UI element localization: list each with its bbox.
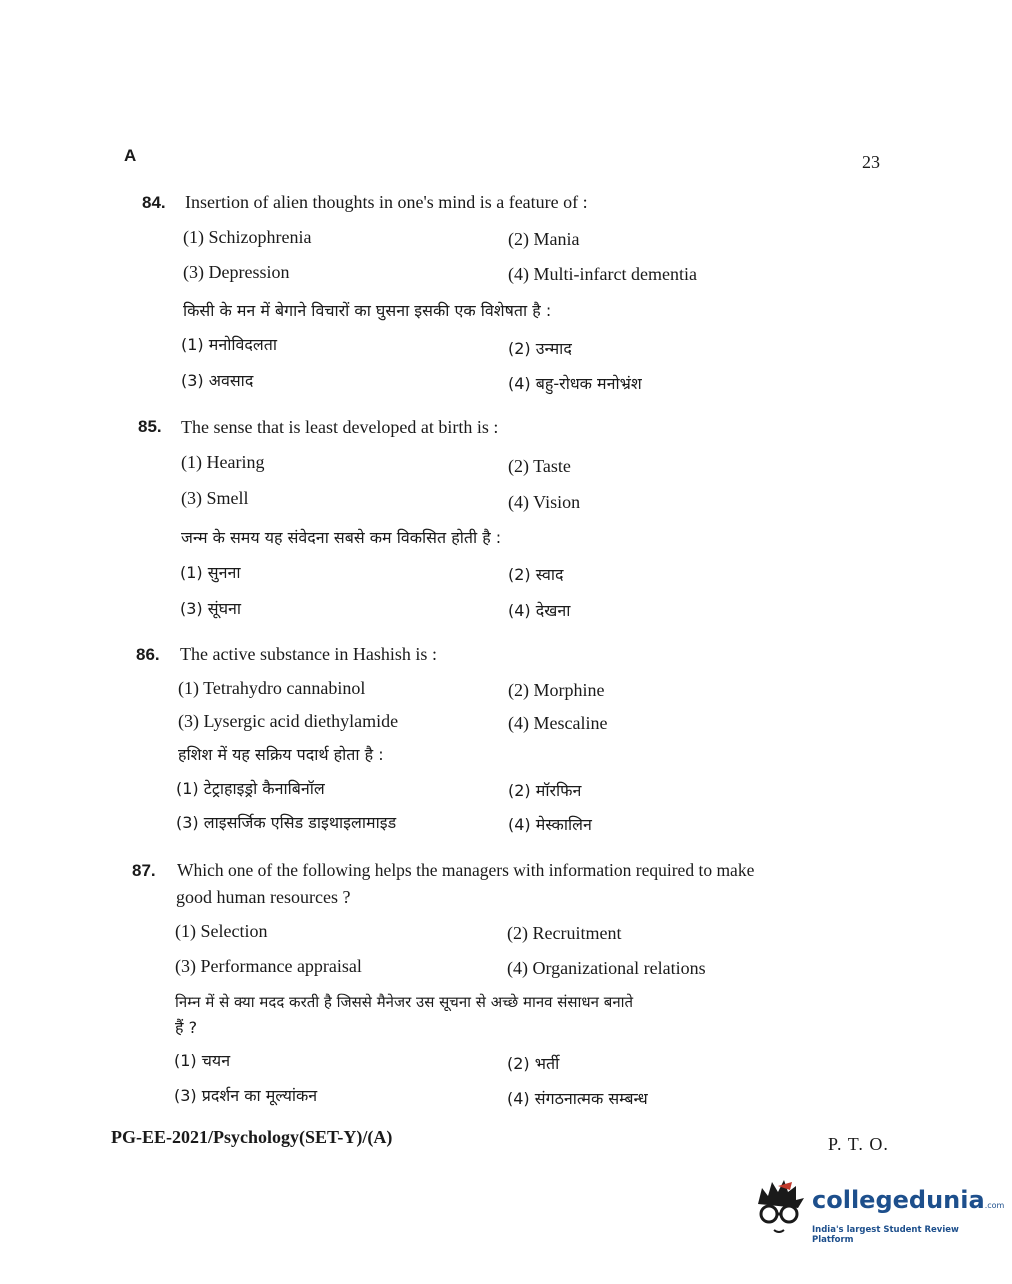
option-hi-1: (1) सुनना (180, 563, 241, 582)
option-en-1: (1) Hearing (181, 452, 265, 472)
option-en-1: (1) Schizophrenia (183, 227, 312, 247)
option-en-3: (3) Lysergic acid diethylamide (178, 711, 399, 731)
option-hi-3: (3) अवसाद (181, 371, 254, 390)
option-en-3: (3) Performance appraisal (175, 956, 362, 976)
question-text-en: Insertion of alien thoughts in one's mind is a feature of : (185, 192, 588, 212)
option-hi-1: (1) मनोविदलता (181, 335, 277, 354)
brand-name: collegedunia.com (812, 1186, 1005, 1214)
option-en-4: (4) Mescaline (508, 713, 608, 733)
set-letter: A (124, 146, 137, 165)
page-number: 23 (862, 152, 880, 172)
option-en-2: (2) Taste (508, 456, 571, 476)
option-hi-2: (2) मॉरफिन (508, 781, 582, 800)
question-number: 86. (136, 645, 160, 664)
question-number: 85. (138, 417, 162, 436)
option-en-4: (4) Vision (508, 492, 581, 512)
option-en-2: (2) Recruitment (507, 923, 622, 943)
option-hi-1: (1) चयन (174, 1051, 231, 1070)
option-hi-3: (3) सूंघना (180, 599, 242, 618)
question-text-en-line2: good human resources ? (176, 887, 351, 907)
option-hi-2: (2) स्वाद (508, 565, 564, 584)
question-text-hi-line1: निम्न में से क्या मदद करती है जिससे मैनेजर उस सूचना से अच्छे मानव संसाधन बनाते (175, 993, 634, 1011)
option-en-4: (4) Multi-infarct dementia (508, 264, 697, 284)
option-en-1: (1) Tetrahydro cannabinol (178, 678, 366, 698)
paper-code: PG-EE-2021/Psychology(SET-Y)/(A) (111, 1127, 393, 1147)
question-text-en: The active substance in Hashish is : (180, 644, 437, 664)
question-text-hi: किसी के मन में बेगाने विचारों का घुसना इसकी एक विशेषता है : (183, 301, 552, 320)
option-hi-4: (4) बहु-रोधक मनोभ्रंश (508, 374, 642, 393)
option-en-3: (3) Smell (181, 488, 249, 508)
question-text-en-line1: Which one of the following helps the managers with information required to make (177, 860, 755, 880)
question-text-en: The sense that is least developed at birth is : (181, 417, 499, 437)
mascot-icon (752, 1178, 810, 1248)
option-hi-1: (1) टेट्राहाइड्रो कैनाबिनॉल (176, 779, 325, 798)
question-text-hi: हशिश में यह सक्रिय पदार्थ होता है : (178, 745, 384, 764)
option-hi-4: (4) मेस्कालिन (508, 815, 592, 834)
option-hi-2: (2) भर्ती (507, 1054, 560, 1073)
pto-label: P. T. O. (828, 1134, 889, 1154)
option-en-3: (3) Depression (183, 262, 290, 282)
brand-tagline: India's largest Student Review Platform (812, 1225, 959, 1245)
option-hi-3: (3) लाइसर्जिक एसिड डाइथाइलामाइड (176, 813, 397, 832)
collegedunia-logo (752, 1178, 1005, 1258)
option-hi-2: (2) उन्माद (508, 339, 572, 358)
option-en-1: (1) Selection (175, 921, 268, 941)
option-en-4: (4) Organizational relations (507, 958, 706, 978)
option-hi-4: (4) देखना (508, 601, 571, 620)
question-number: 84. (142, 193, 166, 212)
option-en-2: (2) Morphine (508, 680, 605, 700)
question-text-hi: जन्म के समय यह संवेदना सबसे कम विकसित होती है : (181, 528, 502, 547)
question-number: 87. (132, 861, 156, 880)
option-en-2: (2) Mania (508, 229, 580, 249)
option-hi-3: (3) प्रदर्शन का मूल्यांकन (174, 1086, 318, 1105)
question-text-hi-line2: हैं ? (175, 1018, 198, 1037)
option-hi-4: (4) संगठनात्मक सम्बन्ध (507, 1089, 648, 1108)
